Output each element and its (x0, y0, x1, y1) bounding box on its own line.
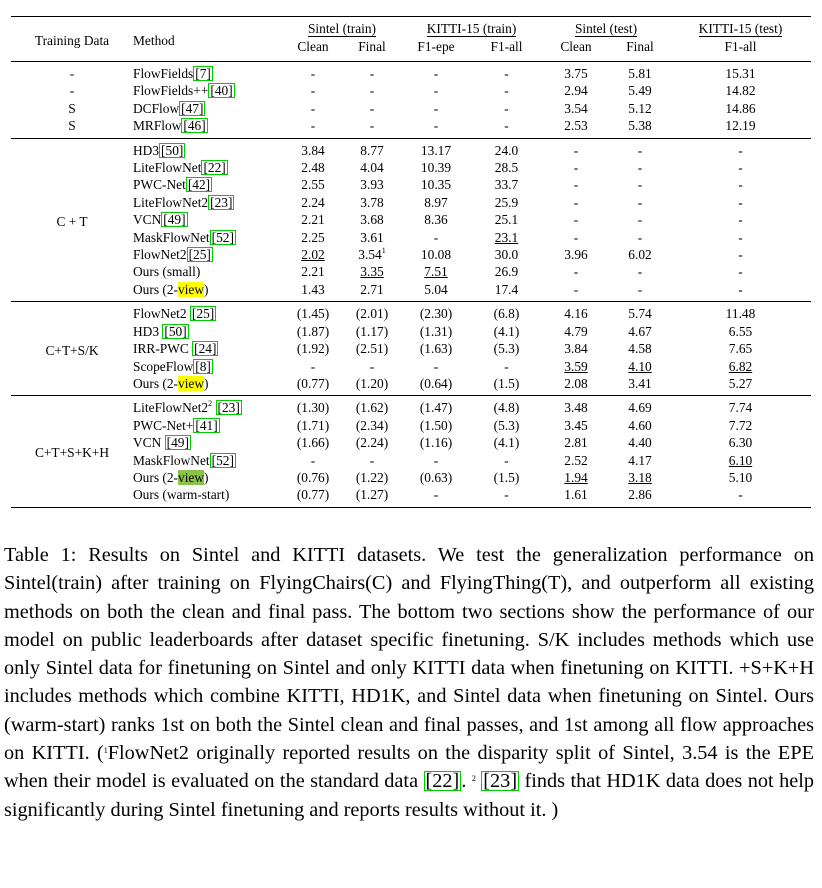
method-cell: MaskFlowNet [52] (133, 452, 234, 468)
value-cell: 6.55 (728, 323, 753, 339)
value-cell: (4.1) (493, 435, 520, 451)
section-c-t-s-k (11, 302, 811, 396)
citation-link[interactable]: [50] (164, 323, 187, 339)
value-cell: (1.30) (296, 400, 330, 416)
citation-link[interactable]: [7] (195, 66, 211, 81)
value-cell: 8.77 (360, 142, 384, 158)
value-cell: - (504, 83, 509, 99)
section-c-t-s-k-h (11, 396, 811, 507)
citation-link[interactable]: [25] (191, 306, 215, 322)
method-cell: VCN [49] (133, 435, 189, 451)
table-caption: Table 1: Results on Sintel and KITTI datasets. We test the generalization performance on Sintel(train) after training on FlyingChairs(C) and FlyingThing(T), and outperform all existing methods on both the clean and final pass. The bottom two sections show the performance of our model on public leaderboards after dataset specific finetuning. S/K includes methods which use only Sintel data for finetuning on Sintel and only KITTI data when finetuning on KITTI. +S+K+H includes methods which combine KITTI, HD1K, and Sintel data when finetuning on Sintel. Ours (warm-start) ranks 1st on both the Sintel clean and final passes, and 1st among all flow approaches on KITTI. ($^1$FlowNet2 originally reported results on the disparity split of Sintel, 3.54 is the EPE when their model is evaluated on the standard data [22]. $^2$ [23] finds that HD1K data does not help significantly during Sintel finetuning and reports results without it. ) (4, 544, 814, 821)
value-cell: (4.8) (493, 400, 520, 416)
method-cell: DCFlow [47] (133, 100, 204, 116)
citation-link[interactable]: [41] (195, 417, 218, 433)
value-cell: 10.39 (420, 160, 452, 176)
value-cell: - (738, 281, 743, 297)
value-cell: 2.21 (301, 264, 325, 280)
value-cell: - (573, 160, 579, 176)
training-data-cell: - (69, 66, 75, 81)
value-cell: 24.0 (494, 142, 519, 158)
value-cell: - (433, 229, 439, 245)
value-cell: 33.7 (494, 177, 519, 193)
value-cell: (1.63) (419, 341, 453, 357)
method-cell: MRFlow [46] (133, 118, 206, 134)
value-cell: 4.16 (564, 306, 588, 322)
value-cell: - (433, 358, 439, 374)
value-cell: 5.81 (628, 66, 652, 81)
value-cell: - (738, 229, 743, 245)
value-cell: - (738, 212, 743, 228)
training-data-cell: S (68, 118, 76, 134)
value-cell: 5.04 (424, 281, 448, 297)
value-cell: 3.84 (301, 142, 325, 158)
table-row (11, 82, 811, 99)
method-cell: FlowNet2 [25] (133, 247, 211, 263)
training-data-cell: C + T (56, 213, 88, 229)
header-subcol: F1-epe (417, 39, 455, 54)
value-cell: (6.8) (493, 306, 520, 322)
value-cell: 4.60 (628, 417, 652, 433)
citation-link[interactable]: [8] (195, 358, 211, 374)
table-row (11, 117, 811, 138)
value-cell: 3.59 (564, 358, 588, 374)
value-cell: (1.71) (296, 417, 330, 433)
header-group-sintel-test: Sintel (test) (574, 21, 638, 36)
citation-link[interactable]: [47] (181, 100, 204, 116)
value-cell: 2.55 (301, 177, 325, 193)
value-cell: 4.79 (564, 323, 588, 339)
value-cell: (1.45) (296, 306, 330, 322)
value-cell: 2.71 (360, 281, 384, 297)
value-cell: 3.54$^1$ (358, 246, 386, 263)
citation-link[interactable]: [52] (211, 452, 234, 468)
value-cell: - (573, 177, 579, 193)
footnote-marker: 1 (103, 746, 108, 756)
header-subcol: Clean (297, 39, 329, 54)
value-cell: - (573, 142, 579, 158)
method-cell: Ours (warm-start) (133, 487, 230, 503)
value-cell: - (310, 358, 316, 374)
highlighted-text: view (178, 375, 205, 391)
value-cell: 7.65 (728, 341, 753, 357)
value-cell: (1.5) (493, 375, 520, 391)
citation-link[interactable]: [49] (166, 435, 189, 451)
value-cell: 3.45 (564, 417, 588, 433)
footnote-marker: 1 (381, 246, 386, 256)
citation-link[interactable]: [22] (203, 160, 226, 176)
value-cell: 8.36 (424, 212, 448, 228)
citation-link[interactable]: [23] (210, 194, 233, 210)
value-cell: 2.25 (301, 229, 325, 245)
value-cell: 17.4 (494, 281, 519, 297)
header-group-kitti-test: KITTI-15 (test) (698, 21, 783, 36)
value-cell: (0.63) (419, 469, 453, 485)
value-cell: 14.82 (725, 83, 756, 99)
value-cell: - (369, 83, 375, 99)
method-cell: VCN [49] (133, 212, 186, 228)
citation-link[interactable]: [49] (163, 212, 186, 228)
value-cell: 7.74 (728, 400, 753, 416)
method-cell: HD3 [50] (133, 142, 184, 158)
header-subcol: Final (626, 39, 654, 54)
value-cell: (0.77) (296, 487, 330, 503)
value-cell: (1.87) (296, 323, 330, 339)
value-cell: (1.62) (355, 400, 389, 416)
value-cell: 4.04 (360, 160, 384, 176)
value-cell: (0.77) (296, 375, 330, 391)
value-cell: - (637, 281, 643, 297)
value-cell: (1.17) (355, 323, 389, 339)
value-cell: 3.54 (564, 100, 588, 116)
value-cell: - (310, 452, 316, 468)
footnote-marker: 2 (208, 399, 213, 409)
value-cell: - (369, 100, 375, 116)
value-cell: - (433, 100, 439, 116)
value-cell: (1.31) (419, 323, 453, 339)
value-cell: 3.48 (564, 400, 588, 416)
value-cell: 6.82 (728, 358, 753, 374)
value-cell: 25.9 (494, 194, 519, 210)
value-cell: 2.02 (301, 247, 325, 263)
value-cell: 3.75 (564, 66, 588, 81)
value-cell: (2.24) (355, 435, 389, 451)
value-cell: (2.30) (419, 306, 453, 322)
header-subcol: F1-all (724, 39, 757, 54)
value-cell: 2.52 (564, 452, 588, 468)
value-cell: - (738, 264, 743, 280)
table-row (11, 100, 811, 117)
value-cell: - (433, 66, 439, 81)
value-cell: 2.94 (564, 83, 588, 99)
method-cell: FlowNet2 [25] (133, 306, 215, 322)
value-cell: (0.64) (419, 375, 453, 391)
value-cell: - (504, 358, 509, 374)
value-cell: - (369, 358, 375, 374)
table-row (11, 396, 811, 417)
value-cell: - (369, 452, 375, 468)
value-cell: (1.5) (493, 469, 520, 485)
value-cell: 30.0 (494, 247, 519, 263)
value-cell: - (637, 264, 643, 280)
value-cell: 11.48 (725, 306, 756, 322)
citation-link[interactable]: [25] (188, 247, 211, 263)
method-cell: HD3 [50] (133, 323, 187, 339)
section-no-finetune (11, 62, 811, 139)
value-cell: 5.27 (728, 375, 753, 391)
value-cell: 6.02 (628, 247, 652, 263)
value-cell: 12.19 (725, 118, 756, 134)
value-cell: 3.96 (564, 247, 588, 263)
value-cell: - (310, 83, 316, 99)
value-cell: - (738, 247, 743, 263)
value-cell: (1.66) (296, 435, 330, 451)
citation-link[interactable]: [46] (183, 118, 206, 134)
footnote-marker: 2 (471, 774, 476, 784)
value-cell: 1.43 (301, 281, 325, 297)
value-cell: - (573, 212, 579, 228)
header-method: Method (133, 17, 283, 62)
citation-link[interactable]: [52] (211, 229, 234, 245)
highlighted-text: view (178, 469, 205, 485)
value-cell: 13.17 (420, 142, 452, 158)
value-cell: 5.12 (628, 100, 652, 116)
value-cell: - (369, 118, 375, 134)
value-cell: 2.53 (564, 118, 588, 134)
method-cell: Ours (small) (133, 264, 201, 280)
value-cell: 5.38 (628, 118, 652, 134)
value-cell: 2.24 (301, 194, 325, 210)
value-cell: (1.50) (419, 417, 453, 433)
value-cell: 23.1 (494, 229, 519, 245)
value-cell: 3.68 (360, 212, 384, 228)
value-cell: - (738, 177, 743, 193)
value-cell: (2.51) (355, 341, 389, 357)
method-cell: IRR-PWC [24] (133, 341, 217, 357)
value-cell: 5.49 (628, 83, 652, 99)
value-cell: 10.35 (420, 177, 452, 193)
value-cell: - (433, 452, 439, 468)
method-cell: PWC-Net [42] (133, 177, 211, 193)
value-cell: 10.08 (420, 247, 452, 263)
value-cell: 4.69 (628, 400, 652, 416)
value-cell: 3.18 (628, 469, 652, 485)
value-cell: 14.86 (725, 100, 756, 116)
value-cell: 5.74 (628, 306, 652, 322)
header-subcol: Final (358, 39, 386, 54)
value-cell: 26.9 (494, 264, 519, 280)
citation-link[interactable]: [42] (187, 177, 211, 193)
value-cell: 28.5 (494, 160, 519, 176)
citation-link[interactable]: [50] (161, 142, 184, 158)
method-cell: Ours (2-view) (133, 281, 209, 297)
citation-link[interactable]: [22] (425, 770, 460, 793)
value-cell: - (738, 142, 743, 158)
value-cell: (2.01) (355, 306, 389, 322)
value-cell: 4.10 (628, 358, 652, 374)
value-cell: 3.41 (628, 375, 652, 391)
training-data-cell: C+T+S/K (45, 342, 99, 358)
value-cell: - (504, 100, 509, 116)
value-cell: 2.81 (564, 435, 588, 451)
method-cell: PWC-Net+ [41] (133, 417, 218, 433)
value-cell: 6.30 (728, 435, 753, 451)
value-cell: (5.3) (493, 341, 520, 357)
value-cell: 3.61 (360, 229, 384, 245)
value-cell: - (637, 229, 643, 245)
header-subcol: F1-all (490, 39, 523, 54)
method-cell: Ours (2-view) (133, 469, 209, 485)
value-cell: - (310, 100, 316, 116)
value-cell: - (738, 160, 743, 176)
method-cell: FlowFields [7] (133, 66, 211, 81)
value-cell: - (738, 487, 743, 503)
value-cell: - (637, 142, 643, 158)
value-cell: 4.67 (628, 323, 652, 339)
value-cell: - (369, 66, 375, 81)
table-row (11, 302, 811, 323)
value-cell: (2.34) (355, 417, 389, 433)
method-cell: MaskFlowNet [52] (133, 229, 234, 245)
value-cell: (1.16) (419, 435, 453, 451)
value-cell: (1.22) (355, 469, 389, 485)
method-cell: FlowFields++ [40] (133, 83, 233, 99)
value-cell: - (310, 118, 316, 134)
value-cell: 15.31 (725, 66, 756, 81)
training-data-cell: S (68, 100, 76, 116)
value-cell: - (573, 229, 579, 245)
value-cell: - (573, 194, 579, 210)
value-cell: 8.97 (424, 194, 448, 210)
value-cell: 1.61 (564, 487, 588, 503)
value-cell: 6.10 (728, 452, 753, 468)
value-cell: 7.51 (424, 264, 448, 280)
highlighted-text: view (178, 281, 205, 297)
value-cell: 3.93 (360, 177, 384, 193)
table-row (11, 62, 811, 83)
citation-link[interactable]: [23] (483, 770, 518, 793)
value-cell: 2.48 (301, 160, 325, 176)
value-cell: 3.35 (360, 264, 384, 280)
table-row (11, 138, 811, 159)
value-cell: (1.27) (355, 487, 389, 503)
header-training-data: Training Data (11, 17, 133, 62)
value-cell: - (504, 487, 509, 503)
header-subcol: Clean (560, 39, 592, 54)
value-cell: - (310, 66, 316, 81)
value-cell: - (504, 66, 509, 81)
value-cell: - (433, 83, 439, 99)
header-group-kitti-train: KITTI-15 (train) (426, 21, 517, 36)
citation-link[interactable]: [24] (194, 341, 217, 357)
value-cell: 25.1 (494, 212, 519, 228)
value-cell: 4.17 (628, 452, 652, 468)
method-cell: Ours (2-view) (133, 375, 209, 391)
value-cell: 3.84 (564, 341, 588, 357)
value-cell: - (637, 177, 643, 193)
value-cell: - (637, 194, 643, 210)
header-group-sintel-train: Sintel (train) (307, 21, 377, 36)
value-cell: 2.08 (564, 375, 588, 391)
value-cell: 2.86 (628, 487, 652, 503)
citation-link[interactable]: [23] (217, 400, 240, 416)
value-cell: - (738, 194, 743, 210)
method-cell: LiteFlowNet2 [23] (133, 194, 233, 210)
value-cell: 4.40 (628, 435, 652, 451)
value-cell: 7.72 (728, 417, 753, 433)
training-data-cell: - (69, 83, 75, 99)
value-cell: - (504, 118, 509, 134)
value-cell: (0.76) (296, 469, 330, 485)
value-cell: 3.78 (360, 194, 384, 210)
value-cell: - (637, 212, 643, 228)
value-cell: - (433, 487, 439, 503)
value-cell: - (637, 160, 643, 176)
citation-link[interactable]: [40] (210, 83, 233, 99)
value-cell: - (433, 118, 439, 134)
value-cell: 1.94 (564, 469, 588, 485)
method-cell: $LiteFlowNet2^2$ [23] (133, 399, 240, 416)
value-cell: (1.92) (296, 341, 330, 357)
value-cell: 2.21 (301, 212, 325, 228)
value-cell: (1.47) (419, 400, 453, 416)
value-cell: 5.10 (728, 469, 753, 485)
value-cell: - (573, 281, 579, 297)
method-cell: LiteFlowNet [22] (133, 160, 226, 176)
method-cell: ScopeFlow [8] (133, 358, 211, 374)
value-cell: - (504, 452, 509, 468)
table-header (11, 17, 811, 62)
value-cell: - (573, 264, 579, 280)
value-cell: (5.3) (493, 417, 520, 433)
value-cell: 4.58 (628, 341, 652, 357)
results-table (11, 16, 811, 508)
value-cell: (1.20) (355, 375, 389, 391)
value-cell: (4.1) (493, 323, 520, 339)
section-c-t (11, 138, 811, 302)
training-data-cell: C+T+S+K+H (34, 445, 110, 461)
